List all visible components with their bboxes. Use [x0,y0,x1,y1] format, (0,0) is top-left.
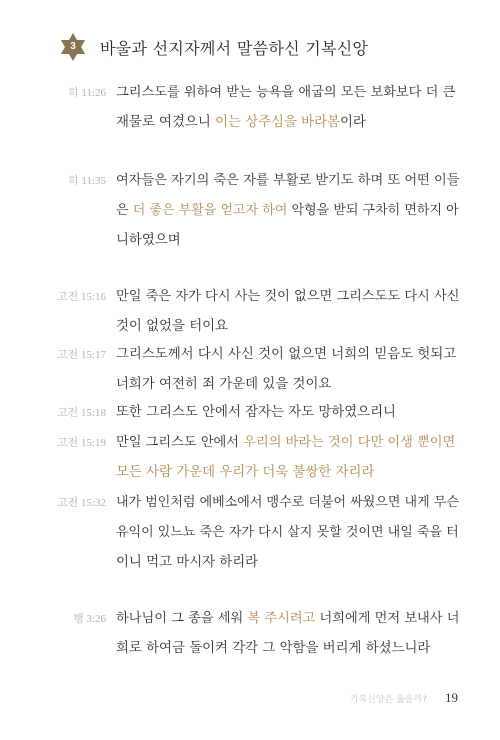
verse-line [116,340,460,370]
verse-line [116,226,460,256]
verse-text-segment: 은 [116,203,133,218]
verse-line [116,370,460,400]
verse-line [116,518,460,548]
verse-text-segment: 그리스도를 위하여 받는 능욕을 애굽의 모든 보화보다 더 큰 [116,85,456,100]
verse-text-segment: 이니 먹고 마시자 하리라 [116,555,259,570]
star-badge-icon [58,32,88,62]
verse-text-segment: 희로 하여금 돌이켜 각각 그 악함을 버리게 하셨느니라 [116,641,431,656]
verse-text [116,604,460,664]
verse-text [116,428,460,488]
verse-reference: 히 11:26 [67,87,106,99]
highlighted-text: 우리의 바라는 것이 다만 이생 뿐이면 [243,435,456,450]
verse-text-segment: 그리스도께서 다시 사신 것이 없으면 너희의 믿음도 헛되고 [116,347,457,362]
verse-line [116,312,460,342]
verse-reference: 고전 15:19 [56,437,106,449]
verse-text-segment: 너희에게 먼저 보내사 너 [315,611,460,626]
book-title: 기복신앙은 옳을까? [349,695,427,705]
verse-text [116,340,460,400]
verse-text-segment: 악형을 받되 구차히 면하지 아 [287,203,459,218]
verse-line [116,458,460,488]
verse-text [116,488,460,578]
page-number: 19 [445,690,458,705]
verse-text-segment: 만일 그리스도 안에서 [116,435,244,450]
verse-line [116,78,460,108]
verse-line [116,398,460,428]
verse-line [116,196,460,226]
highlighted-text: 복 주시려고 [247,611,316,626]
verse-text-segment: 유익이 있느뇨 죽은 자가 다시 살지 못할 것이면 내일 죽을 터 [116,525,459,540]
verse-text-segment: 하나님이 그 종을 세워 [116,611,248,626]
verse-line [116,634,460,664]
verse-text [116,166,460,256]
verse-reference: 고전 15:18 [56,407,106,419]
verse-text-segment: 것이 없었을 터이요 [116,319,228,334]
verse-line [116,108,460,138]
verse-reference: 행 3:26 [73,613,106,625]
verse-text-segment: 만일 죽은 자가 다시 사는 것이 없으면 그리스도도 다시 사신 [116,289,460,304]
verse-text [116,78,460,138]
verse-line [116,548,460,578]
verse-text [116,282,460,342]
verse-text-segment: 또한 그리스도 안에서 잠자는 자도 망하였으리니 [116,405,396,420]
verse-line [116,604,460,634]
verse-text-segment: 이라 [340,115,366,130]
highlighted-text: 이는 상주심을 바라봄 [215,115,340,130]
verse-line [116,428,460,458]
verse-line [116,488,460,518]
highlighted-text: 모든 사람 가운데 우리가 더욱 불쌍한 자리라 [116,465,375,480]
verse-reference: 고전 15:17 [56,349,106,361]
chapter-title: 바울과 선지자께서 말씀하신 기복신앙 [100,38,369,58]
verse-text-segment: 여자들은 자기의 죽은 자를 부활로 받기도 하며 또 어떤 이들 [116,173,460,188]
verse-reference: 고전 15:32 [56,497,106,509]
verse-text-segment: 너희가 여전히 죄 가운데 있을 것이요 [116,377,332,392]
verse-text-segment: 니하였으며 [116,233,181,248]
page-footer [350,690,458,706]
chapter-header [58,32,368,62]
verse-line [116,282,460,312]
verse-text [116,398,460,428]
highlighted-text: 더 좋은 부활을 얻고자 하여 [132,203,288,218]
verse-line [116,166,460,196]
verse-reference: 히 11:35 [67,175,106,187]
chapter-number: 3 [70,41,76,52]
verse-reference: 고전 15:16 [56,291,106,303]
verse-text-segment: 내가 범인처럼 에베소에서 맹수로 더불어 싸웠으면 내게 무슨 [116,495,459,510]
verse-text-segment: 재물로 여겼으니 [116,115,216,130]
